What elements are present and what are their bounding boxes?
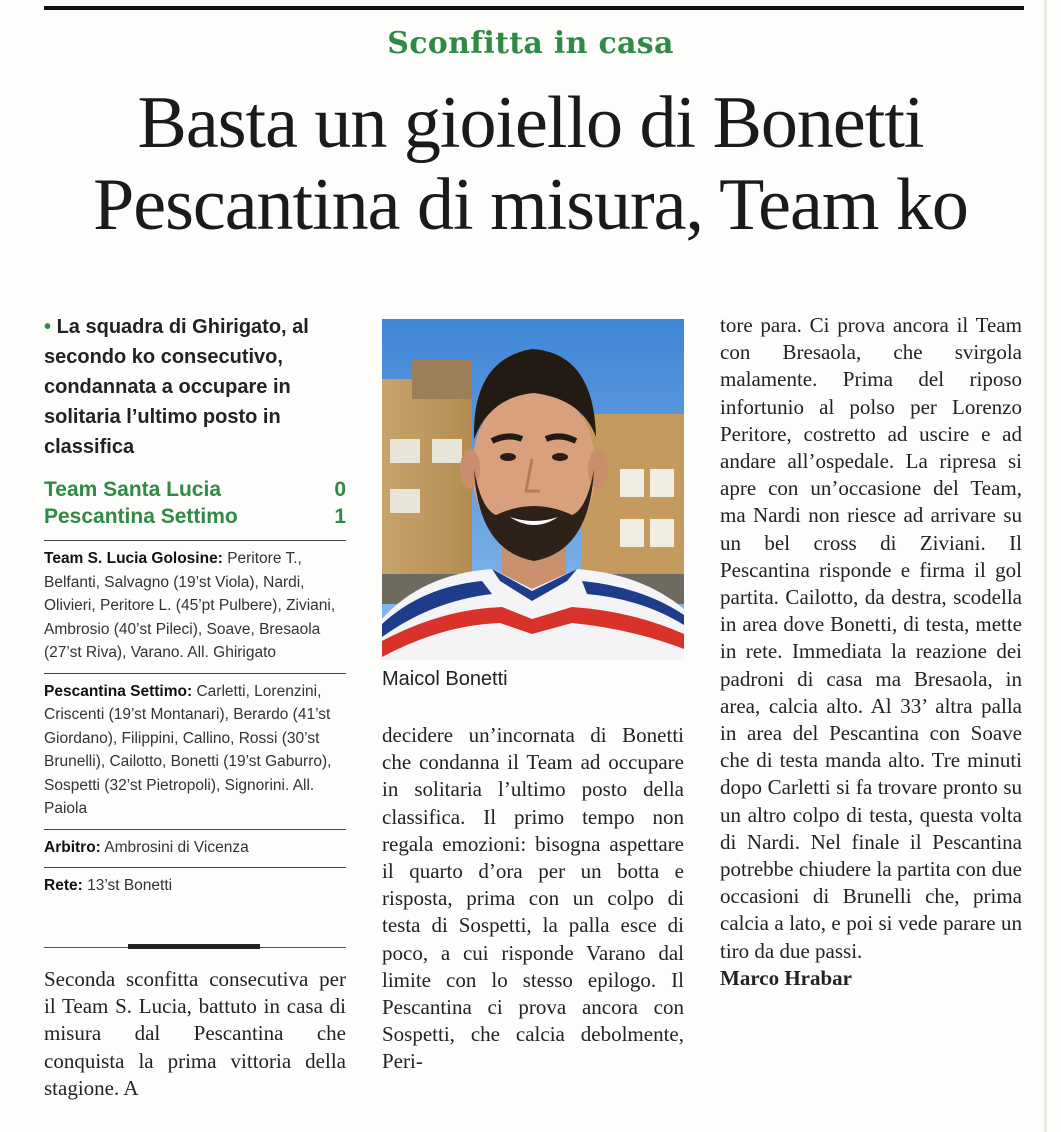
kicker: Sconfitta in casa: [387, 26, 674, 61]
goals-text: 13’st Bonetti: [87, 877, 173, 894]
author: Marco Hrabar: [720, 965, 852, 990]
headline-line-2: Pescantina di misura, Team ko: [93, 164, 968, 246]
goals: [44, 868, 346, 906]
referee-label: Arbitro:: [44, 838, 101, 856]
referee: [44, 830, 346, 869]
photo-caption: Maicol Bonetti: [382, 668, 508, 690]
summary: [44, 312, 346, 462]
referee-text: Ambrosini di Vicenza: [104, 838, 249, 856]
score-row-away: [44, 503, 346, 530]
article-column-3: [720, 312, 1022, 992]
lineup-label: Pescantina Settimo:: [44, 682, 193, 700]
summary-bullet: •: [44, 316, 52, 338]
score-row-home: [44, 476, 346, 503]
info-column: [44, 312, 346, 906]
player-photo-image: [382, 319, 684, 660]
lineup-away: [44, 674, 346, 830]
goals-label: Rete:: [44, 877, 83, 894]
home-goals: 0: [334, 478, 346, 501]
summary-text: La squadra di Ghirigato, al secondo ko consecutivo, condannata a occupare in solitaria l’ultimo posto in classifica: [44, 316, 309, 458]
away-team: Pescantina Settimo: [44, 505, 238, 528]
home-team: Team Santa Lucia: [44, 478, 222, 501]
section-divider-thick: [128, 944, 260, 949]
lineup-text: Peritore T., Belfanti, Salvagno (19’st Viola), Nardi, Olivieri, Peritore L. (45’pt Pulbere), Ziviani, Ambrosio (40’st Pileci), Soave, Bresaola (27’st Riva), Varano. All. Ghirigato: [44, 550, 336, 661]
scoreboard: [44, 476, 346, 530]
player-photo: [382, 319, 684, 660]
article-column-2: decidere un’incornata di Bonetti che condanna il Team ad occupare in solitaria l’ultimo posto della classifica. Il primo tempo non regala emozioni: bisogna aspettare il quarto d’ora per un botta e risposta, prima con un colpo di testa di Sospetti, la palla esce di poco, a cui risponde Varano dal limite con lo stesso epilogo. Il Pescantina ci prova ancora con Sospetti, che calcia debolmente, Peri-: [382, 723, 684, 1074]
article-column-3-text: tore para. Ci prova ancora il Team con Bresaola, che svirgola malamente. Prima del riposo infortunio al polso per Lorenzo Peritore, costretto ad uscire e ad andare all’ospedale. La ripresa si apre con un’occasione del Team, ma Nardi non riesce ad arrivare su un bel cross di Ziviani. Il Pescantina risponde e firma il gol partita. Cailotto, da destra, scodella in area dove Bonetti, di testa, mette in rete. Immediata la reazione dei padroni di casa ma Bresaola, in area, calcia alto. Al 33’ altra palla in area del Pescantina con Soave che di testa manda alto. Tre minuti dopo Carletti si fa trovare pronto su un altro colpo di testa, questa volta di Nardi. Nel finale il Pescantina potrebbe chiudere la partita con due occasioni di Brunelli che, prima calcia a lato, e poi si vede parare un tiro da due passi.: [720, 313, 1022, 963]
article-column-1: Seconda sconfitta consecutiva per il Team S. Lucia, battuto in casa di misura dal Pescantina che conquista la prima vittoria della stagione. A: [44, 967, 346, 1100]
headline-line-1: Basta un gioiello di Bonetti: [137, 82, 924, 164]
top-rule: [44, 6, 1024, 10]
lineup-home: [44, 540, 346, 674]
away-goals: 1: [334, 505, 346, 528]
lineup-label: Team S. Lucia Golosine:: [44, 550, 223, 567]
lineup-text: Carletti, Lorenzini, Criscenti (19’st Montanari), Berardo (41’st Giordano), Filippini, Callino, Rossi (30’st Brunelli), Cailotto, Bonetti (19’st Gaburro), Sospetti (32’st Pietropoli), Signorini. All. Paiola: [44, 682, 332, 817]
